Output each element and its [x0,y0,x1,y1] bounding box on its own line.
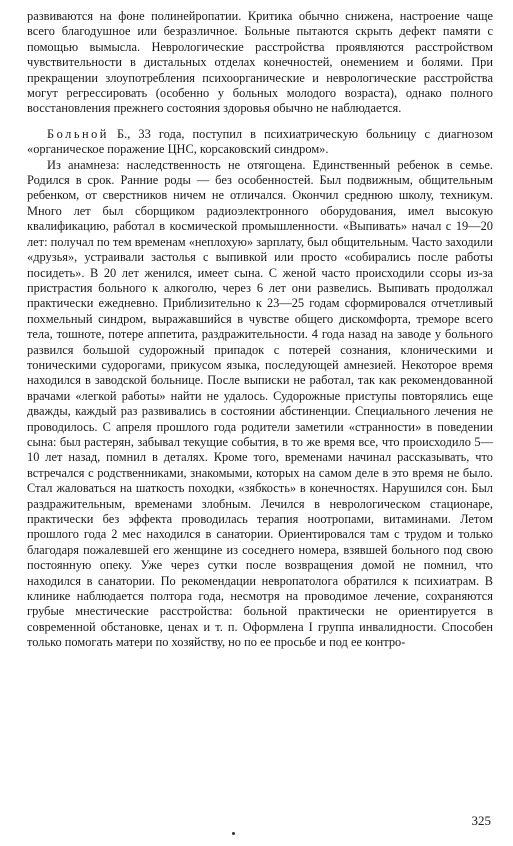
page-body [27,9,493,651]
paragraph-anamnesis: Из анамнеза: наследственность не отягощена. Единственный ребенок в семье. Родился в срок. Ранние роды — без особенностей. Был подвижным, общительным ребенком, от сверстников ничем не отличался. Окончил среднюю школу, техникум. Много лет был сборщиком радиоэлектронного оборудования, имел высокую квалификацию, работал в космической промышленности. «Выпивать» начал с 19—20 лет: получал по тем временам «неплохую» зарплату, был общительным. Часто заходили «друзья», устраивали застолья с выпивкой или просто «собирались после работы посидеть». В 20 лет женился, имеет сына. С женой часто происходили ссоры из-за пристрастия больного к алкоголю, через 6 лет они развелись. Выпивать продолжал практически ежедневно. Приблизительно к 23—25 годам сформировался отчетливый похмельный синдром, выражавшийся в чувстве общего дискомфорта, треморе всего тела, тошноте, потере аппетита, раздражительности. 4 года назад на заводе у больного развился большой судорожный припадок с потерей сознания, клоническими и тоническими судорогами, прикусом языка, последующей амнезией. Некоторое время находился в заводской больнице. После выписки не работал, так как рекомендованной врачами «легкой работы» найти не удалось. Судорожные приступы повторялись еще дважды, каждый раз развивались в состоянии абстиненции. Специального лечения не проводилось. С апреля прошлого года родители заметили «странности» в поведении сына: был растерян, забывал текущие события, в то же время все, что происходило 5—10 лет назад, помнил в деталях. Кроме того, временами начинал рассказывать, что встречался с родственниками, знакомыми, которых на самом деле в это время не было. Стал жаловаться на шаткость походки, «зябкость» в конечностях. Нарушился сон. Был раздражительным, временами злобным. Лечился в неврологическом стационаре, практически без эффекта проводилась терапия ноотропами, витаминами. Летом прошлого года 2 мес находился в санатории. Ориентировался там с трудом и только благодаря пожалевшей его женщине из соседнего номера, взявшей больного под свою постоянную опеку. Уже через сутки после возвращения домой не помнил, что находился в санатории. По рекомендации невропатолога обратился к психиатрам. В клинике наблюдается полтора года, несмотря на проводимое лечение, сохраняются грубые мнестические расстройства: больной практически не ориентируется в современной обстановке, ценах и т. п. Оформлена I группа инвалидности. Способен только помогать матери по хозяйству, но по ее просьбе и под ее контро- [27,157,493,650]
footer-dot [232,832,235,835]
paragraph-gap [27,117,493,127]
paragraph-case-intro [27,127,493,158]
case-lead-word: Больной [47,126,109,141]
page-number: 325 [471,813,491,828]
paragraph-intro: развиваются на фоне полинейропатии. Критика обычно снижена, настроение чаще всего благодушное или безразличное. Больные пытаются скрыть дефект памяти с помощью вымысла. Неврологические расстройства проявляются расстройством чувствительности в дистальных отделах конечностей, онемением и болями. При прекращении злоупотребления психоорганические и неврологические расстройства могут регрессировать (особенно у больных молодого возраста), однако полного восстановления прежнего состояния здоровья обычно не наблюдается. [27,9,493,116]
case-intro-text: Б., 33 года, поступил в психиатрическую больницу с диагнозом «органическое поражение ЦНС, корсаковский синдром». [27,126,493,157]
